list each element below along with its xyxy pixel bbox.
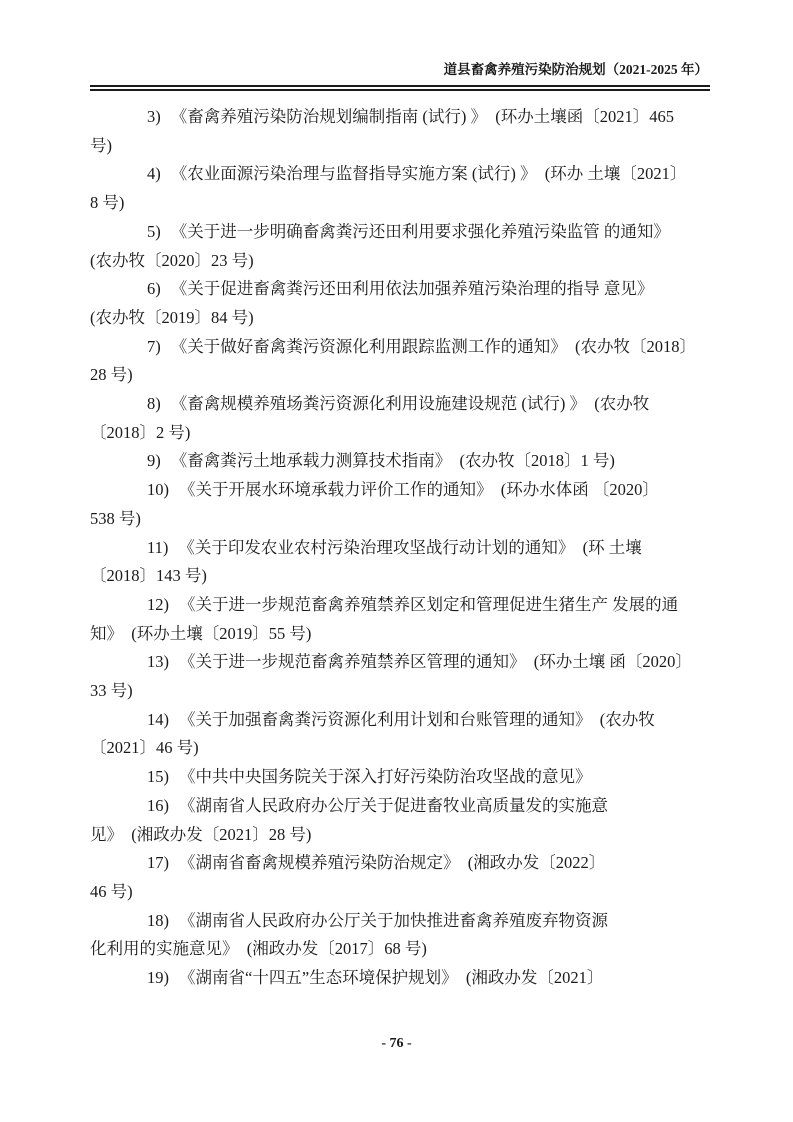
header-title: 道县畜禽养殖污染防治规划（2021-2025 年） (443, 62, 708, 77)
item-text: 见》 (湘政办发〔2021〕28 号) (90, 824, 312, 844)
item-number: 8) (147, 394, 161, 414)
item-text: 33 号) (90, 681, 133, 701)
regulation-item-line (90, 160, 706, 189)
item-number: 11) (147, 537, 169, 557)
item-text: 知》 (环办土壤〔2019〕55 号) (90, 623, 312, 643)
item-text: 〔2021〕46 号) (90, 738, 199, 758)
regulation-item-line (90, 534, 706, 563)
regulation-item-line (90, 964, 706, 993)
regulation-item-line (90, 275, 706, 304)
item-number: 17) (147, 853, 169, 873)
regulation-list (90, 103, 706, 993)
item-number: 7) (147, 336, 161, 356)
regulation-item-line (90, 447, 706, 476)
page-footer (0, 1036, 793, 1052)
item-text: 〔2018〕2 号) (90, 422, 191, 442)
regulation-item-continuation-line (90, 562, 706, 591)
item-text: 《湖南省人民政府办公厅关于加快推进畜禽养殖废弃物资源 (179, 910, 608, 930)
item-text: 《畜禽规模养殖场粪污资源化利用设施建设规范 (试行) 》 (农办牧 (170, 394, 650, 414)
item-text: 46 号) (90, 881, 133, 901)
regulation-item-continuation-line (90, 247, 706, 276)
item-text: 《关于进一步规范畜禽养殖禁养区管理的通知》 (环办土壤 函〔2020〕 (179, 652, 692, 672)
header-divider (90, 85, 710, 91)
item-text: 《关于促进畜禽粪污还田利用依法加强养殖污染治理的指导 意见》 (170, 279, 654, 299)
item-text: 《湖南省畜禽规模养殖污染防治规定》 (湘政办发〔2022〕 (179, 853, 606, 873)
item-text: 号) (90, 135, 112, 155)
item-number: 18) (147, 910, 169, 930)
regulation-item-continuation-line (90, 189, 706, 218)
item-text: 《湖南省人民政府办公厅关于促进畜牧业高质量发的实施意 (179, 795, 608, 815)
item-number: 15) (147, 767, 169, 787)
item-text: 《关于进一步明确畜禽粪污还田利用要求强化养殖污染监管 的通知》 (170, 221, 670, 241)
item-text: 538 号) (90, 508, 141, 528)
item-text: 8 号) (90, 193, 125, 213)
item-text: (农办牧〔2020〕23 号) (90, 250, 254, 270)
item-number: 4) (147, 164, 161, 184)
item-text: (农办牧〔2019〕84 号) (90, 307, 254, 327)
regulation-item-line (90, 591, 706, 620)
item-number: 13) (147, 652, 169, 672)
item-text: 《畜禽养殖污染防治规划编制指南 (试行) 》 (环办土壤函〔2021〕465 (170, 107, 674, 126)
regulation-item-line (90, 390, 706, 419)
regulation-item-continuation-line (90, 935, 706, 964)
item-text: 《湖南省“十四五”生态环境保护规划》 (湘政办发〔2021〕 (179, 968, 604, 988)
item-text: 《农业面源污染治理与监督指导实施方案 (试行) 》 (环办 土壤〔2021〕 (170, 164, 687, 184)
page-header (90, 60, 710, 91)
regulation-item-line (90, 333, 706, 362)
regulation-item-continuation-line (90, 304, 706, 333)
item-text: 〔2018〕143 号) (90, 566, 207, 586)
regulation-item-continuation-line (90, 734, 706, 763)
item-text: 《关于做好畜禽粪污资源化利用跟踪监测工作的通知》 (农办牧〔2018〕 (170, 336, 696, 356)
item-number: 6) (147, 279, 161, 299)
page-number: - 76 - (381, 1036, 412, 1051)
item-text: 化利用的实施意见》 (湘政办发〔2017〕68 号) (90, 939, 427, 959)
regulation-item-continuation-line (90, 821, 706, 850)
regulation-item-continuation-line (90, 361, 706, 390)
item-text: 《关于进一步规范畜禽养殖禁养区划定和管理促进生猪生产 发展的通 (179, 594, 679, 614)
item-number: 5) (147, 221, 161, 241)
item-text: 《关于加强畜禽粪污资源化利用计划和台账管理的通知》 (农办牧 (179, 709, 655, 729)
regulation-item-line (90, 476, 706, 505)
regulation-item-continuation-line (90, 677, 706, 706)
regulation-item-line (90, 907, 706, 936)
regulation-item-continuation-line (90, 132, 706, 161)
item-number: 19) (147, 968, 169, 988)
regulation-item-line (90, 763, 706, 792)
regulation-item-continuation-line (90, 878, 706, 907)
item-text: 《中共中央国务院关于深入打好污染防治攻坚战的意见》 (179, 767, 592, 787)
item-number: 16) (147, 795, 169, 815)
regulation-item-line (90, 103, 706, 132)
item-number: 14) (147, 709, 169, 729)
item-number: 3) (147, 107, 161, 126)
item-number: 10) (147, 480, 169, 500)
regulation-item-line (90, 792, 706, 821)
regulation-item-line (90, 648, 706, 677)
regulation-item-continuation-line (90, 620, 706, 649)
item-text: 28 号) (90, 365, 133, 385)
item-text: 《关于印发农业农村污染治理攻坚战行动计划的通知》 (环 土壤 (178, 537, 642, 557)
regulation-item-line (90, 849, 706, 878)
regulation-item-continuation-line (90, 419, 706, 448)
regulation-item-continuation-line (90, 505, 706, 534)
item-text: 《关于开展水环境承载力评价工作的通知》 (环办水体函 〔2020〕 (179, 480, 659, 500)
item-number: 12) (147, 594, 169, 614)
item-text: 《畜禽粪污土地承载力测算技术指南》 (农办牧〔2018〕1 号) (170, 451, 615, 471)
item-number: 9) (147, 451, 161, 471)
regulation-item-line (90, 218, 706, 247)
regulation-item-line (90, 706, 706, 735)
